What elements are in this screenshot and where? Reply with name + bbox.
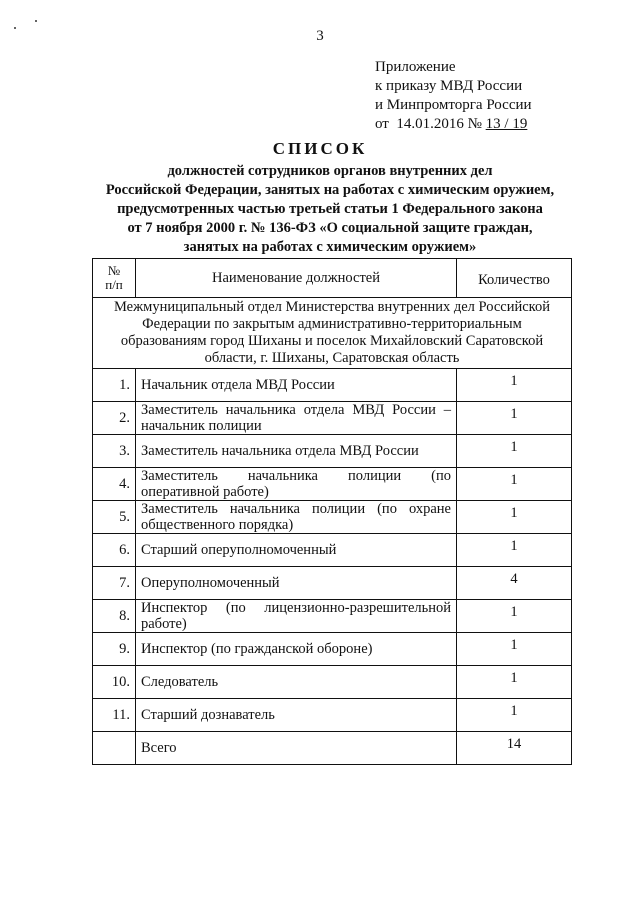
row-num: 6. (93, 534, 136, 567)
scan-speck (35, 20, 37, 22)
row-position: Инспектор (по гражданской обороне) (136, 633, 457, 666)
table-row (93, 600, 572, 633)
total-label: Всего (136, 732, 457, 765)
row-count: 1 (457, 402, 572, 435)
row-num: 8. (93, 600, 136, 633)
department-row (93, 298, 572, 369)
row-position: Заместитель начальника отдела МВД России (136, 435, 457, 468)
row-position: Заместитель начальника полиции (по оперативной работе) (136, 468, 457, 501)
table-row (93, 699, 572, 732)
row-num: 4. (93, 468, 136, 501)
row-count: 4 (457, 567, 572, 600)
row-num: 11. (93, 699, 136, 732)
document-title: СПИСОК (272, 139, 368, 158)
row-num: 1. (93, 369, 136, 402)
total-row (93, 732, 572, 765)
subtitle-line: от 7 ноября 2000 г. № 136-ФЗ «О социальной защите граждан, (127, 220, 533, 236)
positions-table (92, 258, 572, 765)
row-count: 1 (457, 633, 572, 666)
row-num: 5. (93, 501, 136, 534)
row-count: 1 (457, 435, 572, 468)
appendix-line: и Минпромторга России (375, 97, 532, 113)
row-count: 1 (457, 501, 572, 534)
row-count: 1 (457, 666, 572, 699)
appendix-date: от 14.01.2016 № (375, 116, 486, 132)
subtitle-line: должностей сотрудников органов внутренних дел (167, 163, 493, 179)
row-position: Заместитель начальника отдела МВД России – начальник полиции (136, 402, 457, 435)
table-row (93, 402, 572, 435)
subtitle-line: Российской Федерации, занятых на работах с химическим оружием, (105, 182, 555, 198)
row-num: 10. (93, 666, 136, 699)
table-row (93, 666, 572, 699)
appendix-date-line (375, 115, 532, 134)
row-num: 9. (93, 633, 136, 666)
page-number: 3 (316, 28, 324, 44)
row-position: Начальник отдела МВД России (136, 369, 457, 402)
row-num: 3. (93, 435, 136, 468)
table-row (93, 567, 572, 600)
table-row (93, 369, 572, 402)
subtitle-line: занятых на работах с химическим оружием» (183, 239, 477, 255)
row-count: 1 (457, 600, 572, 633)
total-num-cell (93, 732, 136, 765)
row-position: Следователь (136, 666, 457, 699)
row-position: Старший оперуполномоченный (136, 534, 457, 567)
table-header-row (93, 259, 572, 298)
row-position: Заместитель начальника полиции (по охране общественного порядка) (136, 501, 457, 534)
table-row (93, 435, 572, 468)
row-position: Оперуполномоченный (136, 567, 457, 600)
appendix-line: к приказу МВД России (375, 78, 523, 94)
row-num: 7. (93, 567, 136, 600)
table-row (93, 534, 572, 567)
appendix-block (375, 58, 532, 134)
row-position: Инспектор (по лицензионно-разрешительной работе) (136, 600, 457, 633)
row-position: Старший дознаватель (136, 699, 457, 732)
subtitle-line: предусмотренных частью третьей статьи 1 Федерального закона (117, 201, 543, 217)
row-count: 1 (457, 534, 572, 567)
header-count: Количество (457, 259, 572, 298)
table-row (93, 501, 572, 534)
row-count: 1 (457, 369, 572, 402)
row-count: 1 (457, 699, 572, 732)
department-name: Межмуниципальный отдел Министерства внутренних дел Российской Федерации по закрытым административно-территориальным образованиям город Шиханы и поселок Михайловский Саратовской области, г. Шиханы, Саратовская область (93, 298, 572, 369)
header-name: Наименование должностей (136, 259, 457, 298)
table-row (93, 633, 572, 666)
total-count: 14 (457, 732, 572, 765)
order-number: 13 / 19 (485, 116, 528, 132)
row-count: 1 (457, 468, 572, 501)
appendix-line: Приложение (375, 59, 456, 75)
row-num: 2. (93, 402, 136, 435)
table-row (93, 468, 572, 501)
document-subtitle (80, 162, 580, 257)
header-num: № п/п (93, 259, 136, 298)
